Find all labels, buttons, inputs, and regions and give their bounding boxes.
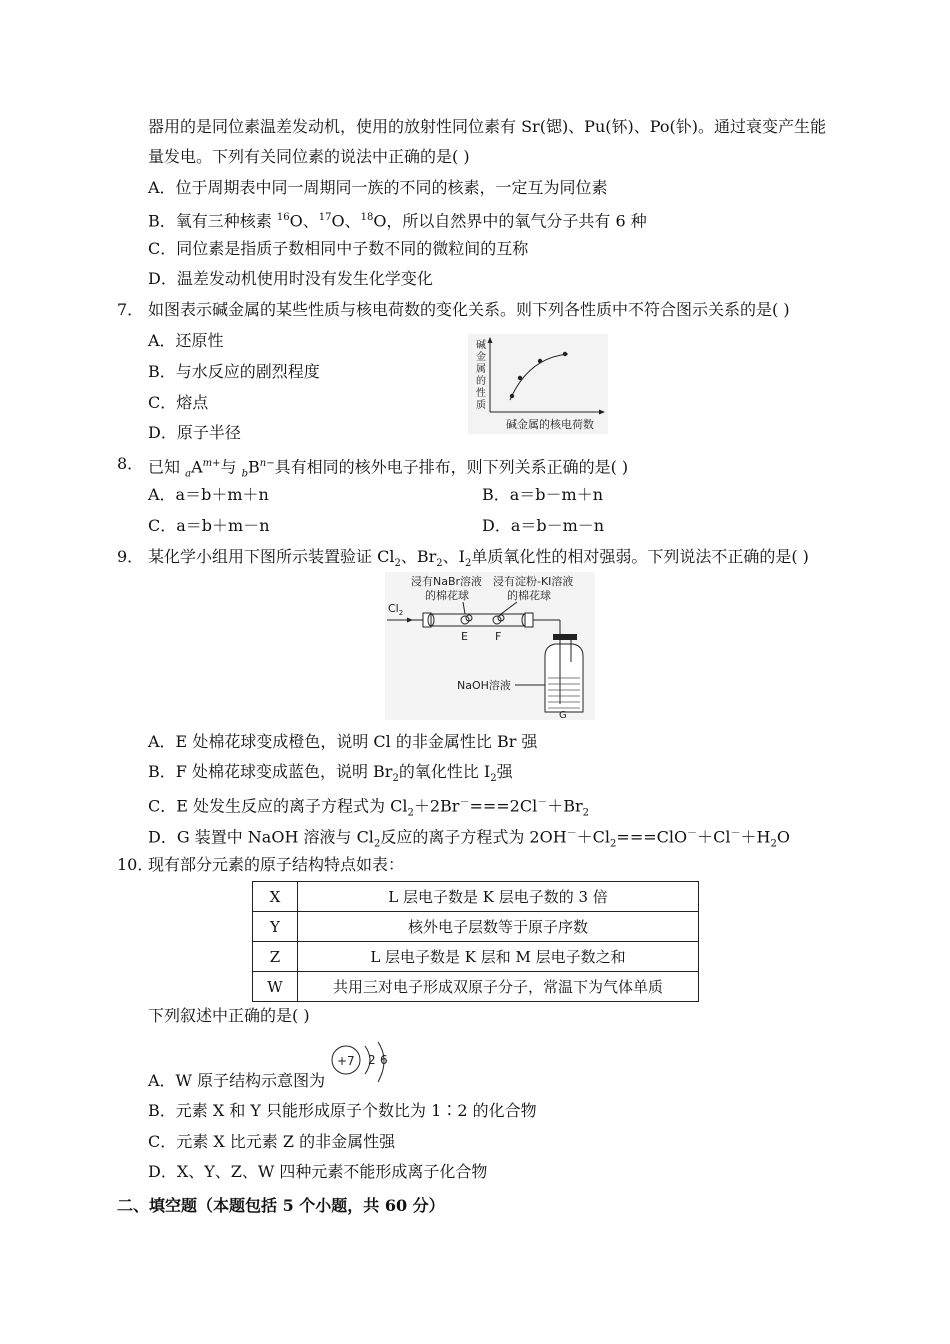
table-row: W 共用三对电子形成双原子分子，常温下为气体单质 [253,972,699,1002]
q7-option-c: C．熔点 [148,393,209,412]
q9-label-nabr-1: 浸有NaBr溶液 [411,575,483,588]
q10-atom-structure-diagram [328,1040,392,1086]
q8-option-c: C．a＝b＋m－n [148,516,270,535]
q9-label-e: E [461,630,468,643]
q8-stem: 已知 $_aA^{m+}$与 $_bB^{n-}$具有相同的核外电子排布，则下列关系正确的是( ) [148,457,629,480]
q7-ylabel-char: 碱 [476,340,486,351]
q7-stem: 如图表示碱金属的某些性质与核电荷数的变化关系。则下列各性质中不符合图示关系的是( ) [148,300,790,319]
q7-ylabel-char: 属 [476,364,486,375]
q9-option-b: B．F 处棉花球变成蓝色，说明 $Br_2$的氧化性比 $I_2$强 [148,762,513,785]
section-heading: 二、填空题（本题包括 5 个小题，共 60 分） [117,1196,445,1215]
q7-ylabel-char: 的 [476,376,486,387]
q9-label-naoh: NaOH溶液 [457,679,511,692]
q8-option-b: B．a＝b－m＋n [482,485,604,504]
q6-option-d: D．温差发动机使用时没有发生化学变化 [148,269,433,288]
q7-option-a: A．还原性 [148,331,224,350]
table-row: Z L 层电子数是 K 层和 M 层电子数之和 [253,942,699,972]
shell-electrons-2: 6 [380,1053,388,1067]
q7-ylabel-char: 金 [476,352,486,363]
q10-element-table [252,881,699,1002]
q10-option-d: D．X、Y、Z、W 四种元素不能形成离子化合物 [148,1162,488,1181]
nucleus-label: +7 [337,1054,355,1068]
q9-option-c: C．E 处发生反应的离子方程式为 $Cl_2+2Br^-===2Cl^-+Br_2$ [148,796,589,819]
q6-option-c: C．同位素是指质子数相同中子数不同的微粒间的互称 [148,239,529,258]
q6-stem-line2: 量发电。下列有关同位素的说法中正确的是( ) [148,147,470,166]
q9-label-cl2: $Cl_2$ [388,602,404,617]
q7-xlabel: 碱金属的核电荷数 [506,418,594,431]
q8-option-a: A．a＝b＋m＋n [148,485,269,504]
q7-graph-point [563,352,567,356]
q9-label-nabr-2: 的棉花球 [425,589,469,602]
table-row: Y 核外电子层数等于原子序数 [253,912,699,942]
q10-stem: 现有部分元素的原子结构特点如表： [148,855,405,874]
q6-stem-line1: 器用的是同位素温差发动机，使用的放射性同位素有 Sr(锶)、Pu(钚)、Po(钋)。通过衰变产生能 [148,117,826,136]
q9-label-f: F [495,630,502,643]
q9-label-ki-2: 的棉花球 [507,589,551,602]
table-row: X L 层电子数是 K 层电子数的 3 倍 [253,882,699,912]
q10-option-a: A．W 原子结构示意图为 [148,1071,326,1090]
q10-option-b: B．元素 X 和 Y 只能形成原子个数比为 1∶2 的化合物 [148,1101,537,1120]
q9-stem: 某化学小组用下图所示装置验证 $Cl_2$、$Br_2$、$I_2$单质氧化性的相对强弱。下列说法不正确的是( ) [148,547,809,570]
shell-electrons-1: 2 [368,1053,376,1067]
q7-ylabel-char: 性 [476,388,486,399]
q7-graph-point [538,359,542,363]
q10-ask: 下列叙述中正确的是( ) [148,1006,310,1025]
q9-label-ki-1: 浸有淀粉-KI溶液 [493,575,574,588]
q7-graph-point [518,376,522,380]
q10-number: 10． [117,855,154,874]
q10-option-c: C．元素 X 比元素 Z 的非金属性强 [148,1132,396,1151]
q9-figure-apparatus [385,572,595,720]
q6-option-a: A．位于周期表中同一周期同一族的不同的核素，一定互为同位素 [148,178,608,197]
q8-number: 8． [117,454,144,473]
q9-option-d: D．G 装置中 NaOH 溶液与 $Cl_2$反应的离子方程式为 $2OH^-+Cl_2===ClO^-+Cl^-+H_2O$ [148,827,790,850]
q7-option-d: D．原子半径 [148,423,241,442]
q6-option-b: B．氧有三种核素 $^{16}$O、$^{17}$O、$^{18}$O，所以自然界中的氧气分子共有 6 种 [148,211,647,231]
q8-option-d: D．a＝b－m－n [482,516,605,535]
q7-figure-graph [468,334,608,434]
q9-label-g: G [559,710,567,720]
q7-ylabel-char: 质 [476,400,486,411]
q7-number: 7． [117,300,144,319]
q7-graph-point [510,394,514,398]
q9-option-a: A．E 处棉花球变成橙色，说明 Cl 的非金属性比 Br 强 [148,732,538,751]
q7-option-b: B．与水反应的剧烈程度 [148,362,320,381]
q9-number: 9． [117,547,144,566]
